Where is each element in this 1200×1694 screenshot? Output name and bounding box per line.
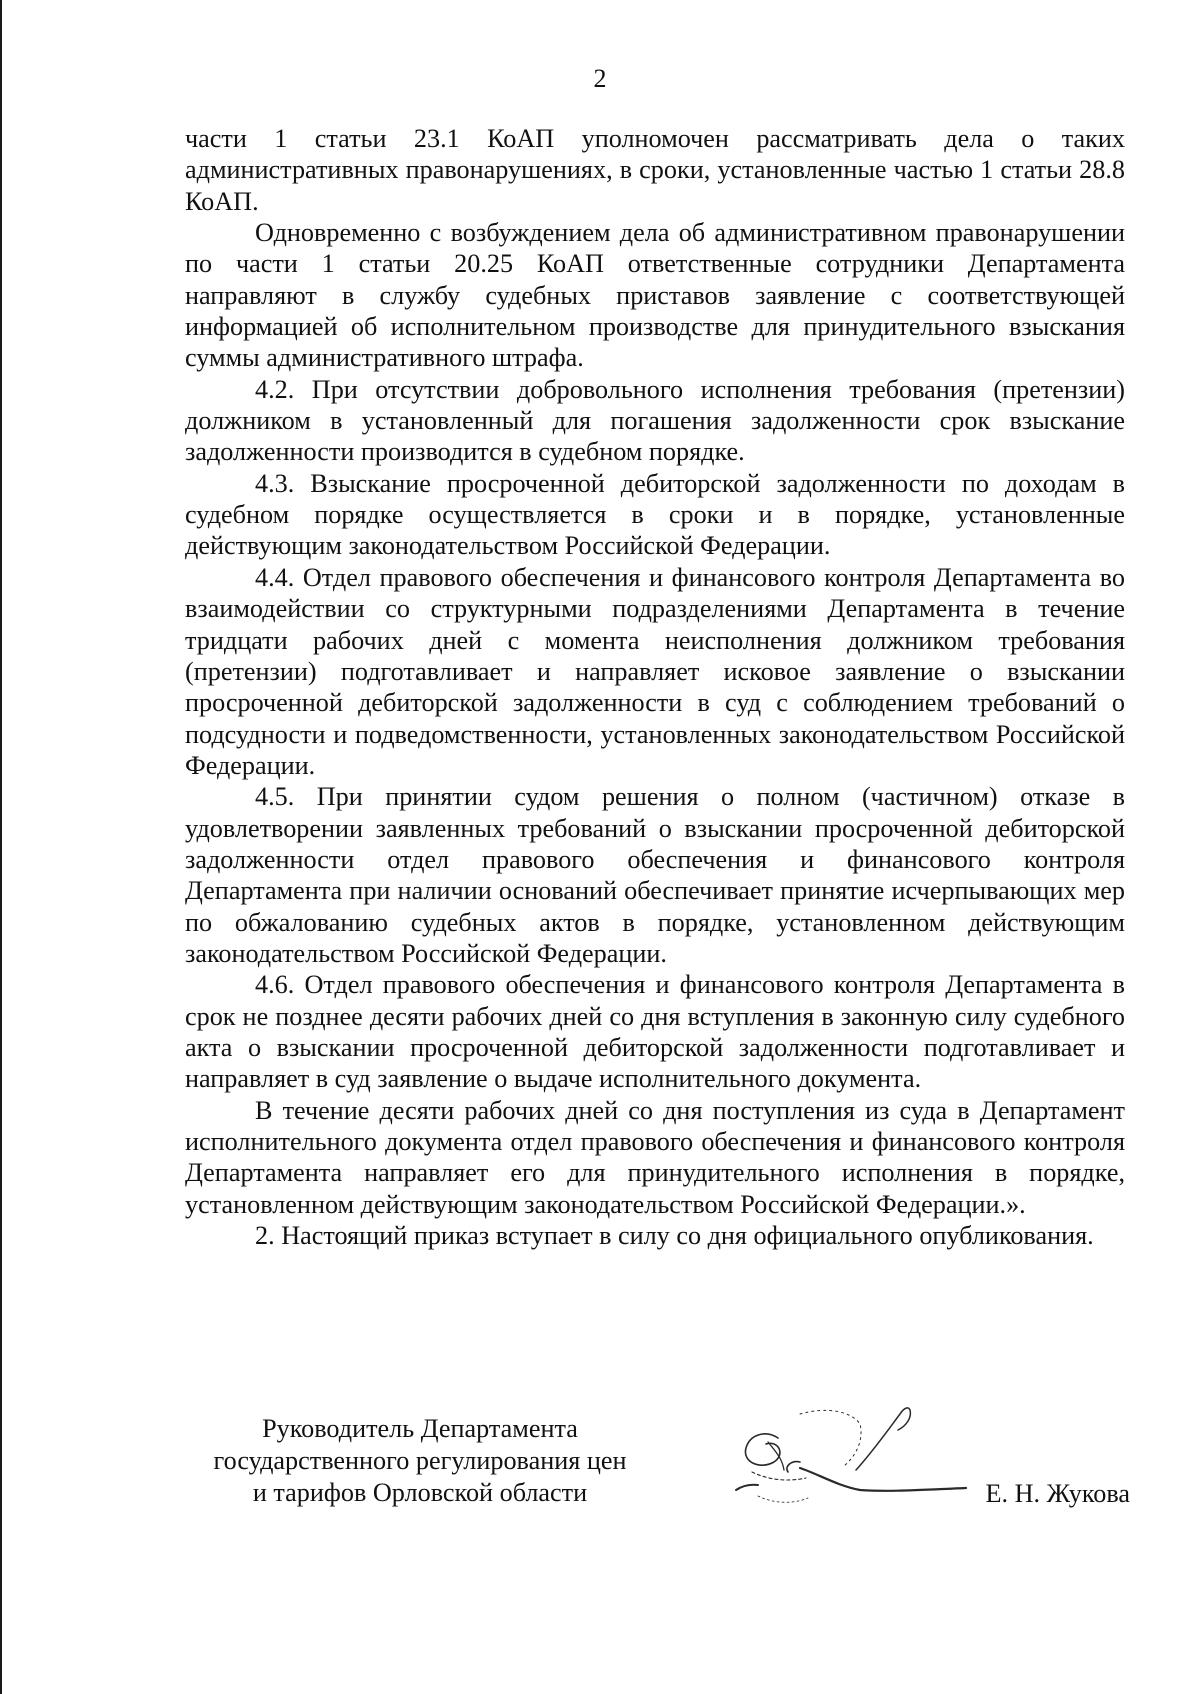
signatory-title-line: государственного регулирования цен xyxy=(213,1446,627,1475)
clause-2: 2. Настоящий приказ вступает в силу со дня официального опубликования. xyxy=(255,1221,1094,1251)
clause-4-6: 4.6. Отдел правового обеспечения и финансового контроля Департамента в срок не позднее десяти рабочих дней со дня вступления в законную силу судебного акта о взыскании просроченной дебиторской задолженности подготавливает и направляет в суд заявление о выдаче исполнительного документа. xyxy=(185,970,1125,1094)
handwritten-signature xyxy=(728,1400,968,1515)
signatory-title xyxy=(180,1413,660,1509)
clause-4-3: 4.3. Взыскание просроченной дебиторской задолженности по доходам в судебном порядке осуществляется в сроки и в порядке, установленные действующим законодательством Российской Федерации. xyxy=(185,468,1125,561)
page-number: 2 xyxy=(593,64,607,93)
signatory-name: Е. Н. Жукова xyxy=(985,1479,1130,1508)
signatory-title-line: и тарифов Орловской области xyxy=(252,1478,588,1507)
clause-4-4: 4.4. Отдел правового обеспечения и финансового контроля Департамента во взаимодействии со структурными подразделениями Департамента в течение тридцати рабочих дней с момента неисполнения должником требования (претензии) подготавливает и направляет исковое заявление о взыскании просроченной дебиторской задолженности в суд с соблюдением требований о подсудности и подведомственности, установленных законодательством Российской Федерации. xyxy=(185,562,1125,780)
body-paragraph: В течение десяти рабочих дней со дня поступления из суда в Департамент исполнительного документа отдел правового обеспечения и финансового контроля Департамента направляет его для принудительного исполнения в порядке, установленном действующим законодательством Российской Федерации.». xyxy=(185,1095,1125,1219)
body-paragraph: Одновременно с возбуждением дела об административном правонарушении по части 1 статьи 20.25 КоАП ответственные сотрудники Департамента направляют в службу судебных приставов заявление с соответствующей информацией об исполнительном производстве для принудительного взыскания суммы административного штрафа. xyxy=(185,218,1125,373)
scan-edge xyxy=(0,0,2,1694)
document-body xyxy=(185,123,1125,1251)
clause-4-5: 4.5. При принятии судом решения о полном (частичном) отказе в удовлетворении заявленных требований о взыскании просроченной дебиторской задолженности отдел правового обеспечения и финансового контроля Департамента при наличии оснований обеспечивает принятие исчерпывающих мер по обжалованию судебных актов в порядке, установленном действующим законодательством Российской Федерации. xyxy=(185,782,1125,968)
clause-4-2: 4.2. При отсутствии добровольного исполнения требования (претензии) должником в установленный для погашения задолженности срок взыскание задолженности производится в судебном порядке. xyxy=(185,374,1125,467)
signatory-title-line: Руководитель Департамента xyxy=(262,1414,578,1443)
body-paragraph: части 1 статьи 23.1 КоАП уполномочен рассматривать дела о таких административных правонарушениях, в сроки, установленные частью 1 статьи 28.8 КоАП. xyxy=(185,124,1125,216)
